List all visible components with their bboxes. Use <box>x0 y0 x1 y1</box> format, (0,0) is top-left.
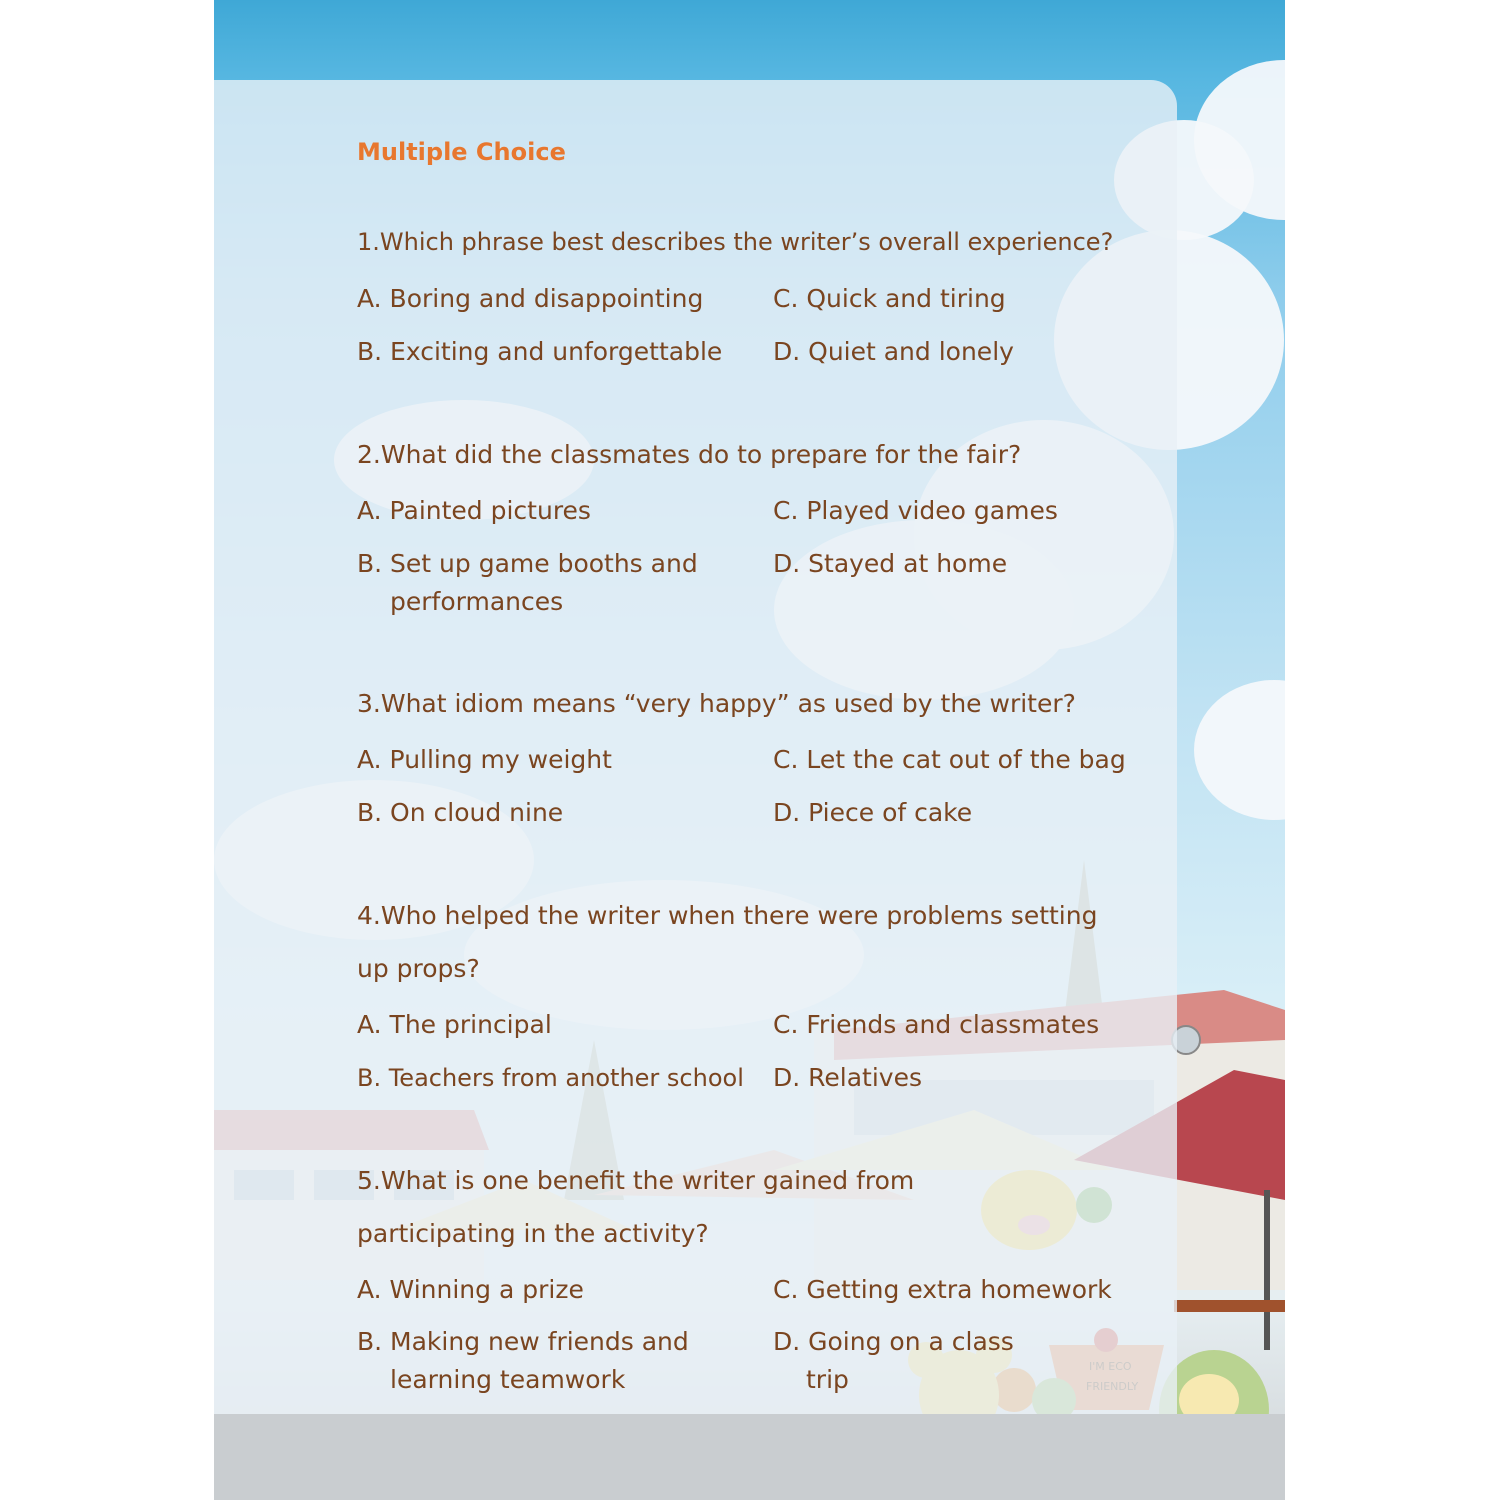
q2-option-c[interactable]: C. Played video games <box>773 496 1058 525</box>
q5-option-c[interactable]: C. Getting extra homework <box>773 1275 1112 1304</box>
ground <box>214 1414 1285 1500</box>
question-3: 3.What idiom means “very happy” as used by the writer? <box>357 689 1076 718</box>
q1-option-a[interactable]: A. Boring and disappointing <box>357 284 704 313</box>
q2-option-b-line1: B. Set up game booths and <box>357 549 698 578</box>
q3-option-a[interactable]: A. Pulling my weight <box>357 745 612 774</box>
q4-option-b[interactable]: B. Teachers from another school <box>357 1064 744 1092</box>
q5-option-b[interactable] <box>357 1323 689 1399</box>
q2-option-b[interactable] <box>357 545 698 621</box>
q2-option-a[interactable]: A. Painted pictures <box>357 496 591 525</box>
question-2: 2.What did the classmates do to prepare for the fair? <box>357 440 1022 469</box>
question-5-line2: participating in the activity? <box>357 1219 709 1248</box>
table <box>1174 1300 1285 1312</box>
q5-option-a[interactable]: A. Winning a prize <box>357 1275 584 1304</box>
question-5-line1: 5.What is one benefit the writer gained from <box>357 1166 915 1195</box>
question-4-line2: up props? <box>357 954 480 983</box>
q2-option-b-line2: performances <box>390 587 564 616</box>
section-title: Multiple Choice <box>357 138 566 166</box>
q4-option-a[interactable]: A. The principal <box>357 1010 552 1039</box>
q5-option-b-line1: B. Making new friends and <box>357 1327 689 1356</box>
q1-option-c[interactable]: C. Quick and tiring <box>773 284 1006 313</box>
q3-option-b[interactable]: B. On cloud nine <box>357 798 564 827</box>
pole <box>1264 1190 1270 1350</box>
q1-option-b[interactable]: B. Exciting and unforgettable <box>357 337 723 366</box>
q3-option-c[interactable]: C. Let the cat out of the bag <box>773 745 1126 774</box>
q4-option-d[interactable]: D. Relatives <box>773 1063 922 1092</box>
q5-option-d[interactable] <box>773 1323 1014 1399</box>
question-1: 1.Which phrase best describes the writer’s overall experience? <box>357 228 1114 256</box>
q5-option-d-line1: D. Going on a class <box>773 1327 1014 1356</box>
q3-option-d[interactable]: D. Piece of cake <box>773 798 973 827</box>
q4-option-c[interactable]: C. Friends and classmates <box>773 1010 1100 1039</box>
question-4-line1: 4.Who helped the writer when there were problems setting <box>357 901 1098 930</box>
q2-option-d[interactable]: D. Stayed at home <box>773 549 1008 578</box>
q5-option-b-line2: learning teamwork <box>390 1365 626 1394</box>
q5-option-d-line2: trip <box>806 1365 849 1394</box>
q1-option-d[interactable]: D. Quiet and lonely <box>773 337 1014 366</box>
